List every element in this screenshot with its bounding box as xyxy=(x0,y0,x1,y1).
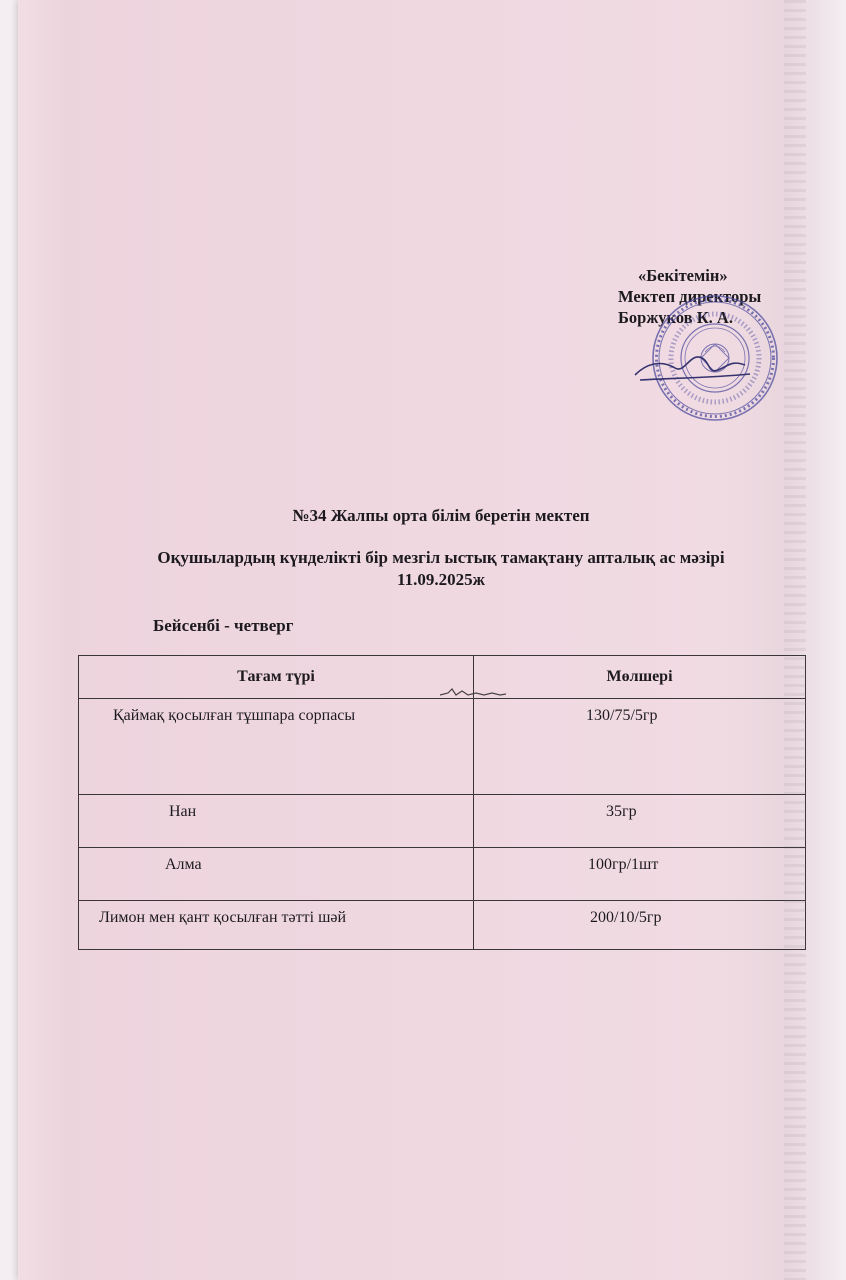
amount-cell xyxy=(474,901,806,950)
school-title: №34 Жалпы орта білім беретін мектеп xyxy=(292,506,590,525)
amount-cell xyxy=(474,795,806,848)
dish-name: Нан xyxy=(169,803,197,820)
header-dish-type: Тағам түрі xyxy=(79,656,474,699)
dish-cell xyxy=(79,901,474,950)
table-row xyxy=(79,699,806,795)
dish-name: Алма xyxy=(165,856,202,873)
dish-amount: 35гр xyxy=(606,803,637,820)
table-header-row xyxy=(79,656,806,699)
approval-position: Мектеп директоры xyxy=(618,287,762,306)
menu-title-block xyxy=(18,547,846,591)
dish-cell xyxy=(79,699,474,795)
approval-heading: «Бекітемін» xyxy=(638,266,728,285)
dish-amount: 200/10/5гр xyxy=(590,909,662,926)
table-row xyxy=(79,795,806,848)
dish-amount: 100гр/1шт xyxy=(588,856,659,873)
approval-director-name: Боржуков К. А. xyxy=(618,308,733,327)
dish-cell xyxy=(79,848,474,901)
document-page xyxy=(18,0,846,1280)
dish-name: Қаймақ қосылған тұшпара сорпасы xyxy=(113,707,356,724)
header-amount: Мөлшері xyxy=(474,656,806,699)
table-row xyxy=(79,901,806,950)
table-row xyxy=(79,848,806,901)
menu-table xyxy=(78,655,806,950)
dish-cell xyxy=(79,795,474,848)
dish-name: Лимон мен қант қосылған тәтті шәй xyxy=(99,909,347,926)
menu-title: Оқушылардың күнделікті бір мезгіл ыстық тамақтану апталық ас мәзірі xyxy=(157,548,725,567)
menu-date: 11.09.2025ж xyxy=(397,570,485,589)
official-stamp-icon xyxy=(630,290,790,425)
amount-cell xyxy=(474,848,806,901)
amount-cell xyxy=(474,699,806,795)
day-of-week: Бейсенбі - четверг xyxy=(153,616,294,635)
dish-amount: 130/75/5гр xyxy=(586,707,658,724)
